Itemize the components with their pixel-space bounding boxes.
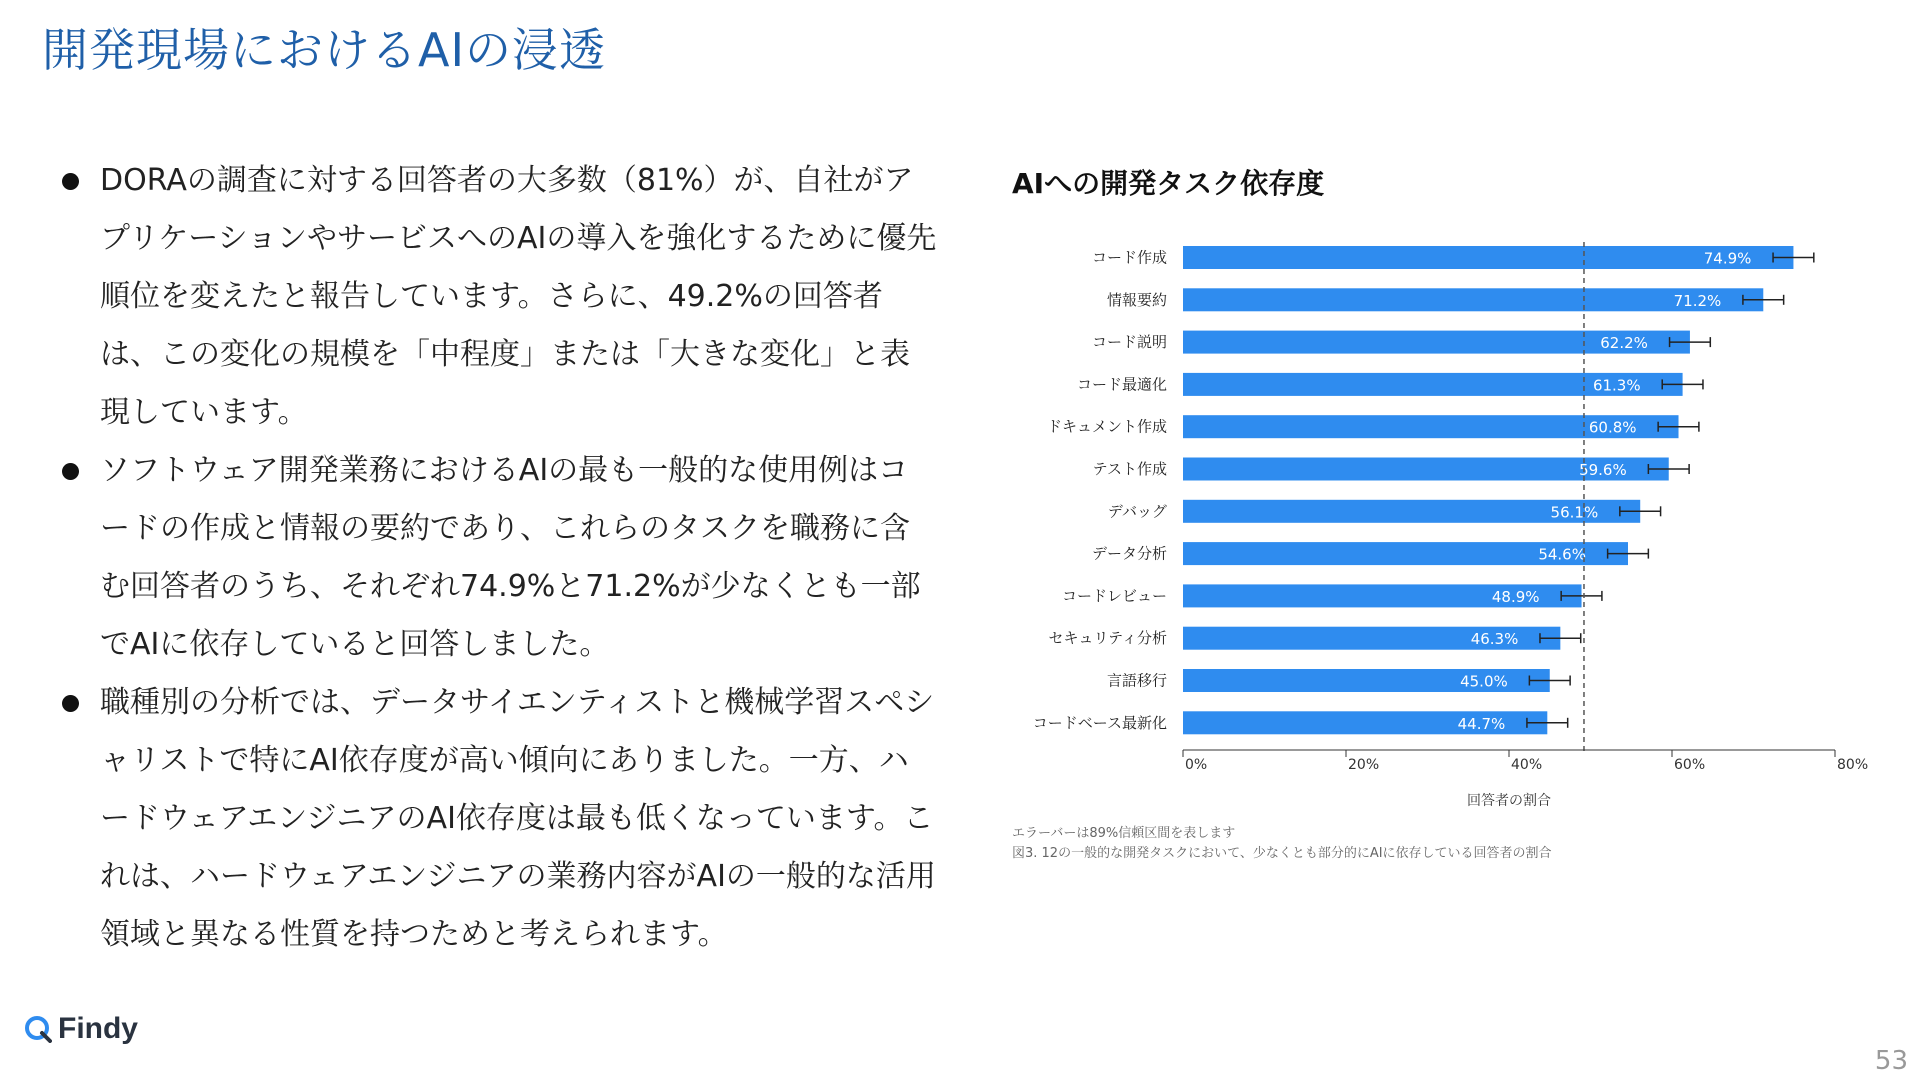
chart-title: AIへの開発タスク依存度	[1012, 167, 1325, 200]
page-number: 53	[1874, 1046, 1908, 1076]
value-label-9: 48.9%	[1491, 587, 1540, 606]
x-tick-label-1: 0%	[1185, 757, 1208, 773]
findy-logo-icon	[24, 1015, 52, 1043]
bullet-text-2: ソフトウェア開発業務におけるAIの最も一般的な使用例はコードの作成と情報の要約であり、これらのタスクを職務に含む回答者のうち、それぞれ74.9%と71.2%が少なくとも一部でAIに依存していると回答しました。	[100, 453, 921, 662]
chart-footnote-caption: 図3. 12の一般的な開発タスクにおいて、少なくとも部分的にAIに依存している回答者の割合	[1012, 846, 1552, 861]
x-tick-label-3: 40%	[1511, 757, 1543, 773]
category-label-3: コード説明	[1091, 333, 1167, 352]
findy-logo	[24, 1012, 138, 1046]
value-label-10: 46.3%	[1470, 630, 1519, 649]
bullet-item-1	[58, 152, 938, 442]
value-label-3: 62.2%	[1600, 334, 1648, 353]
bullet-item-2	[58, 442, 938, 674]
x-tick-label-2: 20%	[1348, 757, 1380, 773]
slide-title: 開発現場におけるAIの浸透	[42, 23, 607, 77]
x-tick-label-5: 80%	[1837, 757, 1869, 773]
bullet-item-3	[58, 674, 938, 964]
category-label-8: データ分析	[1091, 544, 1167, 563]
category-label-12: コードベース最新化	[1032, 713, 1167, 732]
bar-1	[1183, 246, 1793, 269]
value-label-4: 61.3%	[1592, 376, 1641, 395]
value-label-2: 71.2%	[1673, 291, 1722, 310]
category-label-7: デバッグ	[1107, 502, 1167, 521]
value-label-1: 74.9%	[1703, 249, 1752, 268]
bullet-text-1: DORAの調査に対する回答者の大多数（81%）が、自社がアプリケーションやサービスへのAIの導入を強化するために優先順位を変えたと報告しています。さらに、49.2%の回答者は、この変化の規模を「中程度」または「大きな変化」と表現しています。	[100, 163, 937, 430]
category-label-6: テスト作成	[1092, 460, 1167, 478]
x-tick-label-4: 60%	[1674, 757, 1706, 773]
value-label-12: 44.7%	[1457, 714, 1506, 733]
bullet-text-3: 職種別の分析では、データサイエンティストと機械学習スペシャリストで特にAI依存度が高い傾向にありました。一方、ハードウェアエンジニアのAI依存度は最も低くなっています。これは、ハードウェアエンジニアの業務内容がAIの一般的な活用領域と異なる性質を持つためと考えられます。	[100, 685, 936, 952]
bar-chart	[1000, 150, 1880, 870]
chart-footnote-error-bars: エラーバーは89%信頼区間を表します	[1012, 826, 1236, 841]
value-label-6: 59.6%	[1579, 461, 1627, 479]
category-label-5: ドキュメント作成	[1046, 417, 1167, 436]
value-label-5: 60.8%	[1588, 418, 1637, 437]
category-label-1: コード作成	[1091, 248, 1167, 267]
category-label-4: コード最適化	[1076, 375, 1167, 394]
bullet-dot-icon	[62, 695, 79, 712]
category-label-9: コードレビュー	[1061, 586, 1167, 605]
bullet-dot-icon	[62, 173, 79, 190]
category-label-2: 情報要約	[1106, 290, 1167, 309]
category-label-10: セキュリティ分析	[1048, 629, 1167, 648]
bullet-dot-icon	[62, 463, 79, 480]
value-label-11: 45.0%	[1460, 672, 1508, 691]
category-label-11: 言語移行	[1106, 671, 1167, 690]
chart-container	[1000, 150, 1880, 870]
value-label-8: 54.6%	[1538, 545, 1586, 564]
x-axis-title: 回答者の割合	[1467, 793, 1551, 809]
value-label-7: 56.1%	[1550, 503, 1599, 522]
bullet-list	[58, 152, 938, 964]
findy-logo-text: Findy	[58, 1012, 138, 1045]
